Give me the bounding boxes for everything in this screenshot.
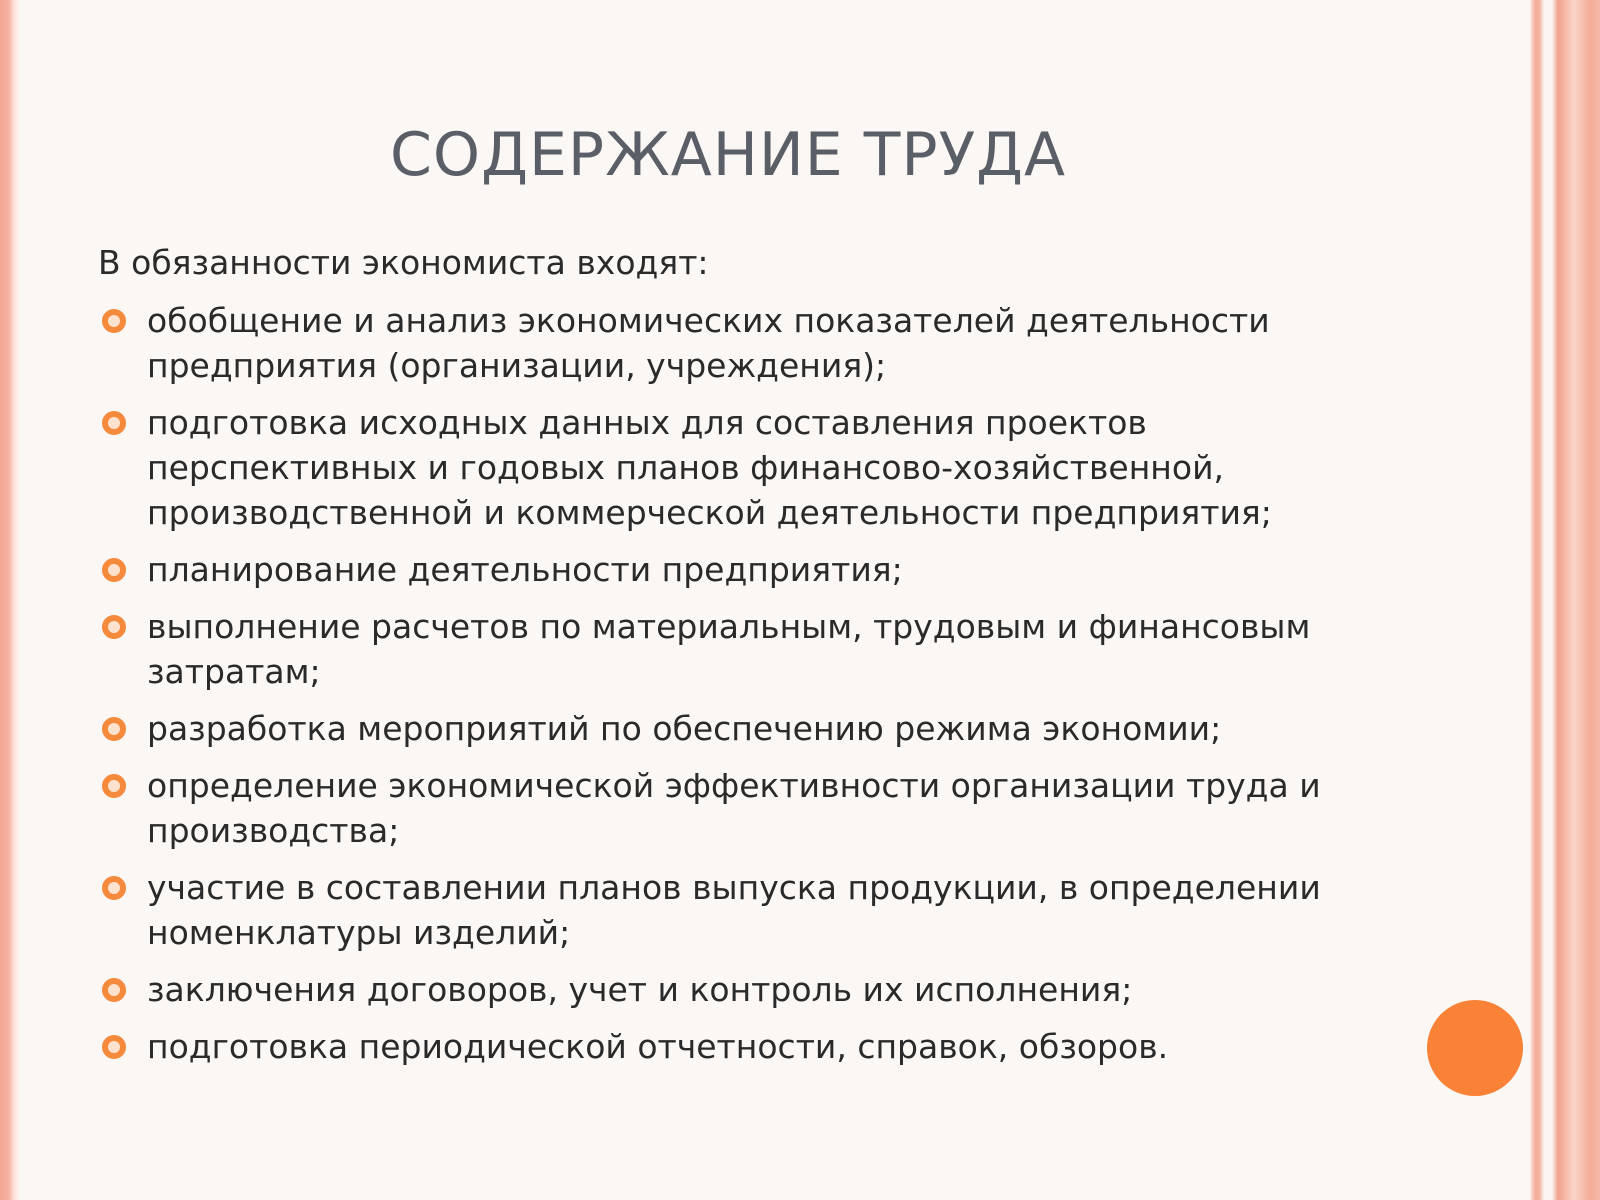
ring-bullet-icon	[102, 876, 126, 900]
list-item	[98, 763, 1388, 853]
orange-circle-icon	[1427, 1000, 1523, 1096]
list-item	[98, 1024, 1388, 1069]
ring-bullet-icon	[102, 411, 126, 435]
list-item	[98, 547, 1388, 592]
slide-right-border	[1530, 0, 1600, 1200]
ring-bullet-icon	[102, 717, 126, 741]
list-item-text: определение экономической эффективности организации труда и производства;	[147, 766, 1321, 850]
ring-bullet-icon	[102, 1035, 126, 1059]
list-item-text: заключения договоров, учет и контроль их исполнения;	[147, 970, 1133, 1009]
list-item-text: участие в составлении планов выпуска продукции, в определении номенклатуры изделий;	[147, 868, 1321, 952]
list-item	[98, 865, 1388, 955]
list-item-text: обобщение и анализ экономических показателей деятельности предприятия (организации, учреждения);	[147, 301, 1270, 385]
intro-text: В обязанности экономиста входят:	[98, 243, 709, 282]
list-item-text: планирование деятельности предприятия;	[147, 550, 903, 589]
ring-bullet-icon	[102, 309, 126, 333]
list-item	[98, 706, 1388, 751]
slide-title: СОДЕРЖАНИЕ ТРУДА	[390, 120, 1067, 190]
ring-bullet-icon	[102, 774, 126, 798]
ring-bullet-icon	[102, 978, 126, 1002]
slide-left-border	[0, 0, 20, 1200]
list-item	[98, 400, 1388, 535]
list-item	[98, 298, 1388, 388]
duties-list	[98, 298, 1388, 1081]
ring-bullet-icon	[102, 558, 126, 582]
list-item	[98, 604, 1388, 694]
list-item-text: выполнение расчетов по материальным, трудовым и финансовым затратам;	[147, 607, 1311, 691]
ring-bullet-icon	[102, 615, 126, 639]
list-item-text: разработка мероприятий по обеспечению режима экономии;	[147, 709, 1222, 748]
list-item-text: подготовка исходных данных для составления проектов перспективных и годовых планов финансово-хозяйственной, производственной и коммерческой деятельности предприятия;	[147, 403, 1272, 532]
list-item-text: подготовка периодической отчетности, справок, обзоров.	[147, 1027, 1169, 1066]
list-item	[98, 967, 1388, 1012]
